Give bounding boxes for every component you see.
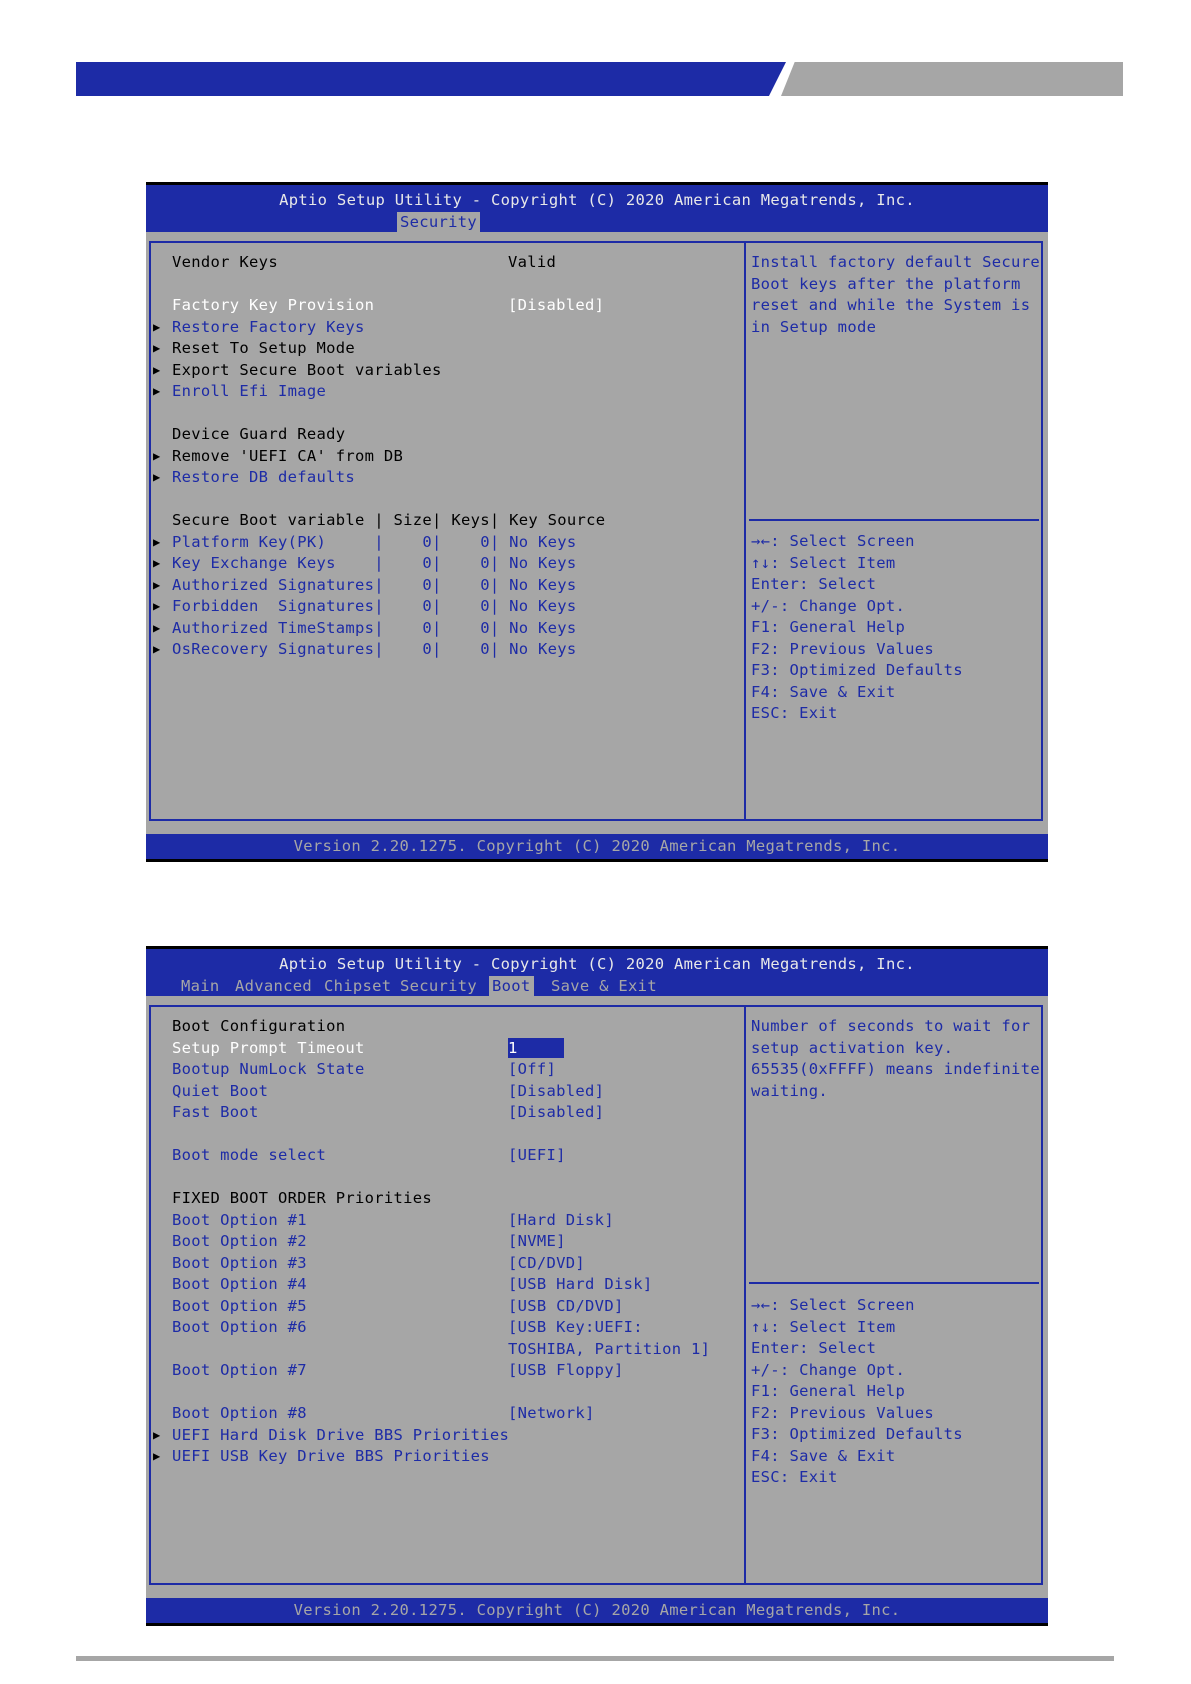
setting-row[interactable] — [146, 575, 736, 595]
setting-value[interactable]: [USB Floppy] — [508, 1361, 624, 1379]
setting-row[interactable] — [146, 1274, 736, 1294]
setting-row[interactable] — [146, 532, 736, 552]
bios-title-bar — [146, 946, 1048, 996]
setting-label: Authorized Signatures| 0| 0| No Keys — [172, 575, 577, 594]
bios-tab-bar — [146, 976, 1048, 996]
setting-label: Boot mode select — [172, 1146, 327, 1164]
key-hint: F3: Optimized Defaults — [751, 1425, 963, 1443]
setting-row[interactable] — [146, 1253, 736, 1273]
bios-title: Aptio Setup Utility - Copyright (C) 2020 American Megatrends, Inc. — [279, 955, 915, 973]
setting-label: Setup Prompt Timeout — [172, 1038, 365, 1057]
help-separator — [749, 519, 1039, 521]
setting-value[interactable]: [CD/DVD] — [508, 1253, 586, 1272]
submenu-arrow-icon: ▶ — [153, 556, 161, 570]
setting-value[interactable]: [USB CD/DVD] — [508, 1296, 624, 1315]
key-hint: ESC: Exit — [751, 1468, 838, 1486]
setting-row[interactable] — [146, 1317, 736, 1337]
panel-divider — [744, 241, 746, 821]
setting-value[interactable]: [Hard Disk] — [508, 1210, 614, 1229]
setting-row[interactable] — [146, 1081, 736, 1101]
tab-security[interactable]: Security — [397, 212, 480, 232]
submenu-arrow-icon: ▶ — [153, 470, 161, 484]
key-hint: ↑↓: Select Item — [751, 553, 896, 572]
setting-row[interactable] — [146, 553, 736, 573]
setting-value[interactable]: [Network] — [508, 1404, 595, 1422]
submenu-arrow-icon: ▶ — [153, 448, 161, 463]
panel-divider — [744, 1005, 746, 1585]
key-hint: →←: Select Screen — [751, 1296, 915, 1314]
setting-row[interactable] — [146, 381, 736, 401]
setting-label: Forbidden Signatures| 0| 0| No Keys — [172, 597, 577, 615]
setting-row[interactable] — [146, 1339, 736, 1359]
page-header-bar — [76, 62, 1123, 96]
key-hint: ↑↓: Select Item — [751, 1317, 896, 1336]
key-legend — [751, 531, 1041, 725]
setting-label: Boot Option #6 — [172, 1318, 307, 1336]
setting-value[interactable]: [USB Key:UEFI: — [508, 1318, 643, 1336]
help-text: Install factory default Secure Boot keys after the platform reset and while the System is in Setup mode — [751, 253, 1040, 336]
setting-row[interactable] — [146, 1038, 736, 1058]
header-grey-band — [781, 62, 1123, 96]
setting-label: Key Exchange Keys | 0| 0| No Keys — [172, 554, 577, 572]
tab-security[interactable]: Security — [400, 977, 478, 995]
setting-label: Remove 'UEFI CA' from DB — [172, 446, 404, 465]
key-hint: F2: Previous Values — [751, 1403, 935, 1422]
version-text: Version 2.20.1275. Copyright (C) 2020 American Megatrends, Inc. — [293, 1601, 901, 1619]
setting-row — [146, 446, 736, 466]
bios-status-bar — [146, 834, 1048, 862]
setting-label: Boot Option #7 — [172, 1361, 307, 1379]
key-hint: F2: Previous Values — [751, 639, 935, 658]
submenu-arrow-icon: ▶ — [153, 534, 161, 549]
key-hint: F1: General Help — [751, 618, 906, 636]
setting-row — [146, 252, 736, 272]
key-hint: F3: Optimized Defaults — [751, 661, 963, 679]
submenu-arrow-icon: ▶ — [153, 577, 161, 592]
header-blue-band — [76, 62, 786, 96]
version-text: Version 2.20.1275. Copyright (C) 2020 American Megatrends, Inc. — [293, 837, 901, 855]
bios-title-bar — [146, 182, 1048, 232]
setting-row[interactable] — [146, 618, 736, 638]
submenu-arrow-icon: ▶ — [153, 1427, 161, 1442]
tab-chipset[interactable]: Chipset — [324, 977, 392, 995]
setting-label: Boot Option #3 — [172, 1253, 307, 1272]
setting-label: Enroll Efi Image — [172, 382, 327, 400]
bios-screen-security — [146, 182, 1048, 862]
key-hint: F1: General Help — [751, 1382, 906, 1400]
setting-label: Boot Option #4 — [172, 1275, 307, 1293]
submenu-arrow-icon: ▶ — [153, 620, 161, 635]
submenu-arrow-icon: ▶ — [153, 319, 161, 334]
setting-row[interactable] — [146, 1360, 736, 1380]
setting-label: Boot Option #5 — [172, 1296, 307, 1315]
setting-label: OsRecovery Signatures| 0| 0| No Keys — [172, 640, 577, 658]
bios-tab-bar — [146, 212, 1048, 232]
setting-label: UEFI USB Key Drive BBS Priorities — [172, 1447, 490, 1465]
submenu-arrow-icon: ▶ — [153, 599, 161, 613]
tab-save-exit[interactable]: Save & Exit — [551, 977, 657, 995]
setting-row[interactable] — [146, 295, 736, 315]
setting-row — [146, 1016, 736, 1036]
setting-value[interactable]: 1 — [508, 1038, 564, 1058]
setting-row[interactable] — [146, 1231, 736, 1251]
bios-status-bar — [146, 1598, 1048, 1626]
key-hint: +/-: Change Opt. — [751, 1360, 906, 1379]
setting-label: Platform Key(PK) | 0| 0| No Keys — [172, 532, 577, 551]
help-text: Number of seconds to wait for setup activation key. 65535(0xFFFF) means indefinite waiting. — [751, 1017, 1040, 1100]
setting-value[interactable]: [NVME] — [508, 1232, 566, 1250]
submenu-arrow-icon: ▶ — [153, 642, 161, 656]
submenu-arrow-icon: ▶ — [153, 341, 161, 355]
setting-label: Boot Option #8 — [172, 1404, 307, 1422]
key-hint: F4: Save & Exit — [751, 1446, 896, 1465]
key-hint: →←: Select Screen — [751, 532, 915, 550]
setting-value[interactable]: [Disabled] — [508, 296, 605, 314]
setting-row — [146, 338, 736, 358]
key-hint: F4: Save & Exit — [751, 682, 896, 701]
setting-row[interactable] — [146, 1102, 736, 1122]
setting-label: Boot Option #1 — [172, 1210, 307, 1229]
setting-label: Restore DB defaults — [172, 468, 356, 486]
setting-row[interactable] — [146, 1296, 736, 1316]
tab-advanced[interactable]: Advanced — [235, 977, 313, 995]
setting-label: Fast Boot — [172, 1103, 259, 1121]
bios-screen-boot — [146, 946, 1048, 1626]
submenu-arrow-icon: ▶ — [153, 384, 161, 398]
key-hint: Enter: Select — [751, 575, 877, 593]
setting-row[interactable] — [146, 1210, 736, 1230]
setting-label: Bootup NumLock State — [172, 1060, 365, 1078]
setting-row[interactable] — [146, 317, 736, 337]
setting-label: Export Secure Boot variables — [172, 360, 442, 379]
setting-row[interactable] — [146, 1145, 736, 1165]
setting-value[interactable]: [Disabled] — [508, 1081, 605, 1100]
setting-row[interactable] — [146, 1446, 736, 1466]
setting-row — [146, 510, 736, 530]
key-hint: +/-: Change Opt. — [751, 596, 906, 615]
setting-label: Device Guard Ready — [172, 425, 346, 443]
setting-row — [146, 1188, 736, 1208]
key-hint: Enter: Select — [751, 1339, 877, 1357]
setting-row[interactable] — [146, 596, 736, 616]
setting-value[interactable]: [Disabled] — [508, 1103, 605, 1121]
setting-label: Reset To Setup Mode — [172, 339, 356, 357]
setting-row[interactable] — [146, 1425, 736, 1445]
tab-boot[interactable]: Boot — [489, 976, 534, 996]
setting-label: Boot Configuration — [172, 1017, 346, 1035]
setting-label: FIXED BOOT ORDER Priorities — [172, 1189, 433, 1207]
setting-label: Boot Option #2 — [172, 1232, 307, 1250]
setting-label: Quiet Boot — [172, 1081, 269, 1100]
setting-label: Authorized TimeStamps| 0| 0| No Keys — [172, 618, 577, 637]
key-legend — [751, 1295, 1041, 1489]
tab-main[interactable]: Main — [181, 977, 220, 995]
footer-rule — [76, 1656, 1114, 1661]
setting-row — [146, 424, 736, 444]
setting-label: Factory Key Provision — [172, 296, 375, 314]
setting-row — [146, 360, 736, 380]
setting-label: UEFI Hard Disk Drive BBS Priorities — [172, 1425, 510, 1444]
setting-value[interactable]: TOSHIBA, Partition 1] — [508, 1339, 711, 1358]
setting-value[interactable]: Valid — [508, 253, 557, 271]
setting-label: Secure Boot variable | Size| Keys| Key Source — [172, 511, 606, 529]
submenu-arrow-icon: ▶ — [153, 362, 161, 377]
setting-value[interactable]: [USB Hard Disk] — [508, 1275, 653, 1293]
setting-value[interactable]: [Off] — [508, 1060, 557, 1078]
setting-label: Restore Factory Keys — [172, 317, 365, 336]
help-separator — [749, 1282, 1039, 1284]
submenu-arrow-icon: ▶ — [153, 1449, 161, 1463]
key-hint: ESC: Exit — [751, 704, 838, 722]
setting-label: Vendor Keys — [172, 253, 278, 271]
bios-title: Aptio Setup Utility - Copyright (C) 2020 American Megatrends, Inc. — [279, 191, 915, 209]
setting-value[interactable]: [UEFI] — [508, 1146, 566, 1164]
setting-row[interactable] — [146, 467, 736, 487]
setting-row[interactable] — [146, 639, 736, 659]
setting-row[interactable] — [146, 1403, 736, 1423]
setting-row[interactable] — [146, 1059, 736, 1079]
